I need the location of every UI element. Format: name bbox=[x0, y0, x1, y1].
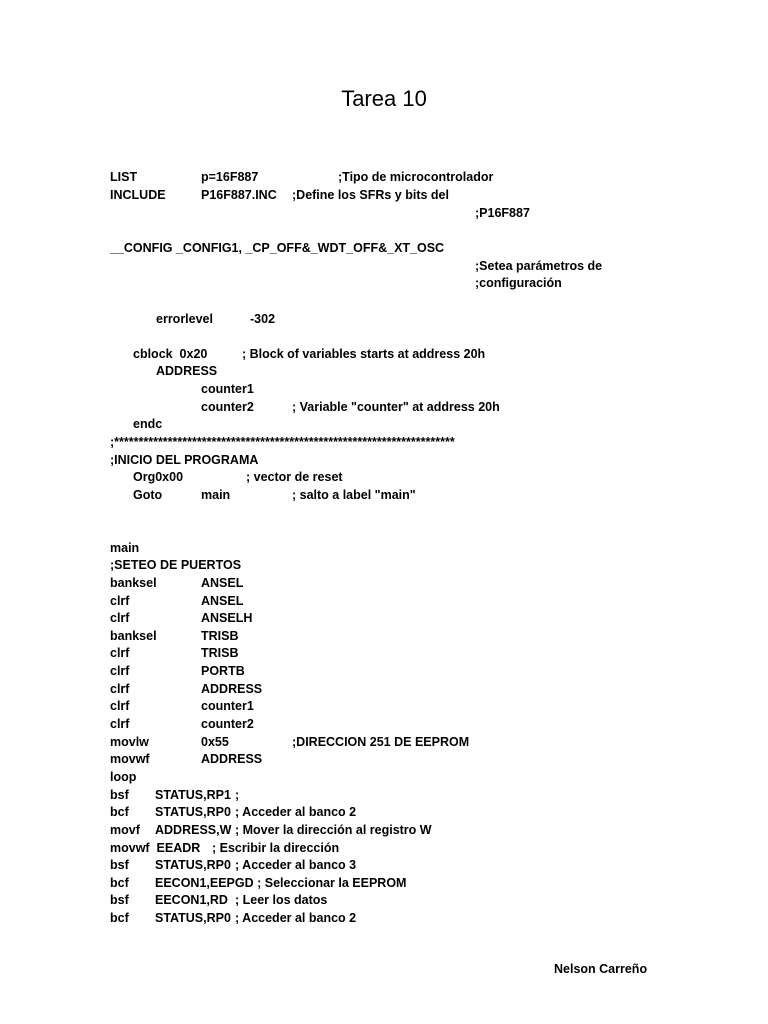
code-token: movlw bbox=[110, 735, 149, 749]
code-token: bcf bbox=[110, 911, 129, 925]
code-token: counter2 bbox=[201, 717, 254, 731]
code-token: movf bbox=[110, 823, 140, 837]
code-token: clrf bbox=[110, 699, 130, 713]
code-comment: ;Define los SFRs y bits del bbox=[292, 188, 449, 202]
code-comment: ; Variable "counter" at address 20h bbox=[292, 400, 500, 414]
code-token: bsf bbox=[110, 893, 129, 907]
code-token: errorlevel bbox=[156, 312, 213, 326]
code-token: clrf bbox=[110, 717, 130, 731]
code-token: STATUS,RP0 bbox=[155, 911, 231, 925]
code-token: p=16F887 bbox=[201, 170, 259, 184]
code-token: Org0x00 bbox=[133, 470, 184, 484]
code-comment: ; bbox=[235, 788, 240, 802]
code-comment: ;DIRECCION 251 DE EEPROM bbox=[292, 735, 470, 749]
code-token: ANSEL bbox=[201, 576, 244, 590]
code-token: EECON1,EEPGD ; Seleccionar la EEPROM bbox=[155, 876, 407, 890]
code-label: main bbox=[110, 541, 140, 555]
author-footer: Nelson Carreño bbox=[554, 962, 648, 976]
code-token: EECON1,RD bbox=[155, 893, 228, 907]
code-token: ADDRESS bbox=[201, 682, 263, 696]
code-comment: ; salto a label "main" bbox=[292, 488, 416, 502]
code-token: ADDRESS bbox=[156, 364, 218, 378]
code-comment: ; Acceder al banco 3 bbox=[235, 858, 357, 872]
code-comment: ;INICIO DEL PROGRAMA bbox=[110, 453, 259, 467]
code-comment: ; Escribir la dirección bbox=[212, 841, 340, 855]
code-separator: ;********************************************************************** bbox=[110, 435, 455, 449]
code-comment: ; Acceder al banco 2 bbox=[235, 805, 357, 819]
code-token: ANSELH bbox=[201, 611, 253, 625]
code-comment: ; Block of variables starts at address 20h bbox=[242, 347, 486, 361]
code-token: movwf bbox=[110, 752, 150, 766]
code-comment: ;P16F887 bbox=[475, 206, 530, 220]
code-comment: ;Tipo de microcontrolador bbox=[338, 170, 494, 184]
code-token: banksel bbox=[110, 576, 157, 590]
code-token: main bbox=[201, 488, 231, 502]
code-comment: ; vector de reset bbox=[246, 470, 343, 484]
code-token: PORTB bbox=[201, 664, 245, 678]
code-token: ADDRESS bbox=[201, 752, 263, 766]
code-token: clrf bbox=[110, 646, 130, 660]
code-token: STATUS,RP0 bbox=[155, 858, 231, 872]
code-token: endc bbox=[133, 417, 163, 431]
code-token: Goto bbox=[133, 488, 163, 502]
code-label: loop bbox=[110, 770, 137, 784]
code-token: TRISB bbox=[201, 646, 239, 660]
code-token: bcf bbox=[110, 876, 129, 890]
code-token: ANSEL bbox=[201, 594, 244, 608]
code-token: ADDRESS,W bbox=[155, 823, 232, 837]
code-token: TRISB bbox=[201, 629, 239, 643]
code-token: clrf bbox=[110, 682, 130, 696]
code-token: -302 bbox=[250, 312, 276, 326]
code-token: __CONFIG _CONFIG1, _CP_OFF&_WDT_OFF&_XT_OSC bbox=[110, 241, 445, 255]
code-comment: ; Acceder al banco 2 bbox=[235, 911, 357, 925]
code-comment: ; Leer los datos bbox=[235, 893, 328, 907]
code-token: STATUS,RP0 bbox=[155, 805, 231, 819]
code-comment: ;Setea parámetros de bbox=[475, 259, 603, 273]
code-token: bsf bbox=[110, 788, 129, 802]
code-token: LIST bbox=[110, 170, 138, 184]
code-token: banksel bbox=[110, 629, 157, 643]
code-token: clrf bbox=[110, 594, 130, 608]
code-token: cblock 0x20 bbox=[133, 347, 208, 361]
code-token: clrf bbox=[110, 611, 130, 625]
code-token: clrf bbox=[110, 664, 130, 678]
code-comment: ;configuración bbox=[475, 276, 562, 290]
code-token: bcf bbox=[110, 805, 129, 819]
code-token: 0x55 bbox=[201, 735, 229, 749]
code-token: counter1 bbox=[201, 382, 254, 396]
code-token: P16F887.INC bbox=[201, 188, 277, 202]
code-token: STATUS,RP1 bbox=[155, 788, 231, 802]
code-token: bsf bbox=[110, 858, 129, 872]
code-token: movwf EEADR bbox=[110, 841, 201, 855]
code-token: counter2 bbox=[201, 400, 254, 414]
code-token: counter1 bbox=[201, 699, 254, 713]
code-comment: ;SETEO DE PUERTOS bbox=[110, 558, 242, 572]
code-token: INCLUDE bbox=[110, 188, 166, 202]
code-comment: ; Mover la dirección al registro W bbox=[235, 823, 432, 837]
page-title: Tarea 10 bbox=[341, 86, 427, 111]
